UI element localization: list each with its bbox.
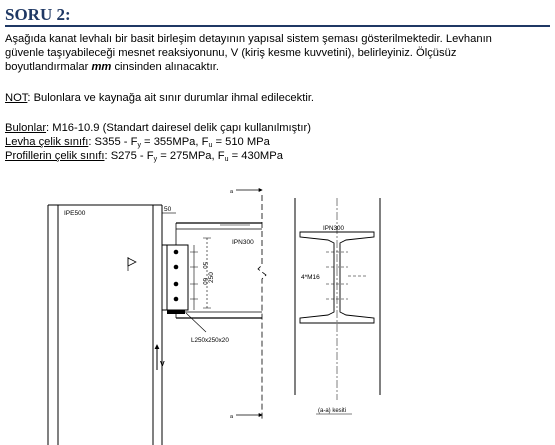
profile-fy-prefix: : S275 - F xyxy=(104,150,154,162)
statement-line-2: güvenle taşıyabileceği mesnet reaksiyonunu, V (kiriş kesme kuvvetini), belirleyiniz. Ölçüsüz xyxy=(5,47,457,59)
section-bolt-lines xyxy=(326,252,368,299)
note-label: NOT xyxy=(5,92,28,104)
bolts-label: Bulonlar xyxy=(5,122,47,134)
section-bolts-label: 4*M16 xyxy=(301,274,320,281)
plate-fy-sub: y xyxy=(137,142,141,149)
statement-text-end: cinsinden alınacaktır. xyxy=(111,61,219,73)
column-ipe500 xyxy=(48,205,162,445)
profile-fu-prefix: = 275MPa, F xyxy=(157,150,225,162)
section-caption: (a-a) kesiti xyxy=(318,408,347,414)
section-beam-label: IPN300 xyxy=(323,225,345,232)
angle-label: L250x250x20 xyxy=(191,337,229,344)
question-title: SORU 2: xyxy=(5,5,71,24)
statement-line-1: Aşağıda kanat levhalı bir basit birleşim detayının yapısal sistem şeması gösterilmektedir. Levhanın xyxy=(5,33,492,45)
statement-text: boyutlandırmalar xyxy=(5,61,92,73)
profile-fu-value: = 430MPa xyxy=(228,150,283,162)
bolt-3 xyxy=(174,282,179,287)
bolt-1 xyxy=(174,250,179,255)
beam-label: IPN300 xyxy=(232,239,254,246)
force-label: V xyxy=(160,361,165,368)
profile-fy-sub: y xyxy=(153,156,158,163)
section-view-arrow xyxy=(128,257,136,271)
note-text: : Bulonlara ve kaynağa ait sınır durumlar ihmal edilecektir. xyxy=(27,92,315,104)
dimension-250: 250 xyxy=(208,272,215,283)
bolt-4 xyxy=(174,297,179,302)
unit-mm: mm xyxy=(91,61,112,73)
plate-fy-prefix: : S355 - F xyxy=(88,136,138,148)
profile-fu-sub: u xyxy=(224,156,229,163)
angle-leader xyxy=(186,313,206,332)
section-mark-bottom-label: a xyxy=(230,414,234,420)
column-label: IPE500 xyxy=(64,210,86,217)
section-mark-top-label: a xyxy=(230,189,234,195)
plate-fu-sub: u xyxy=(208,142,213,149)
profile-steel-label: Profillerin çelik sınıfı xyxy=(5,150,105,162)
plate-fu-prefix: = 355MPa, F xyxy=(140,136,209,148)
dimension-50-top: 50 xyxy=(164,206,172,213)
bolt-2 xyxy=(174,265,179,270)
angle-plate xyxy=(162,245,188,314)
dimension-50: 50 xyxy=(201,262,207,269)
plate-fu-value: = 510 MPa xyxy=(212,136,270,148)
bolts-text: : M16-10.9 (Standart dairesel delik çapı kullanılmıştır) xyxy=(46,122,311,134)
beam-ipn300 xyxy=(176,223,262,318)
plate-steel-label: Levha çelik sınıfı xyxy=(5,136,89,148)
bolt-spacing-dimensions xyxy=(190,245,198,310)
dimension-60: 60 xyxy=(201,278,207,285)
